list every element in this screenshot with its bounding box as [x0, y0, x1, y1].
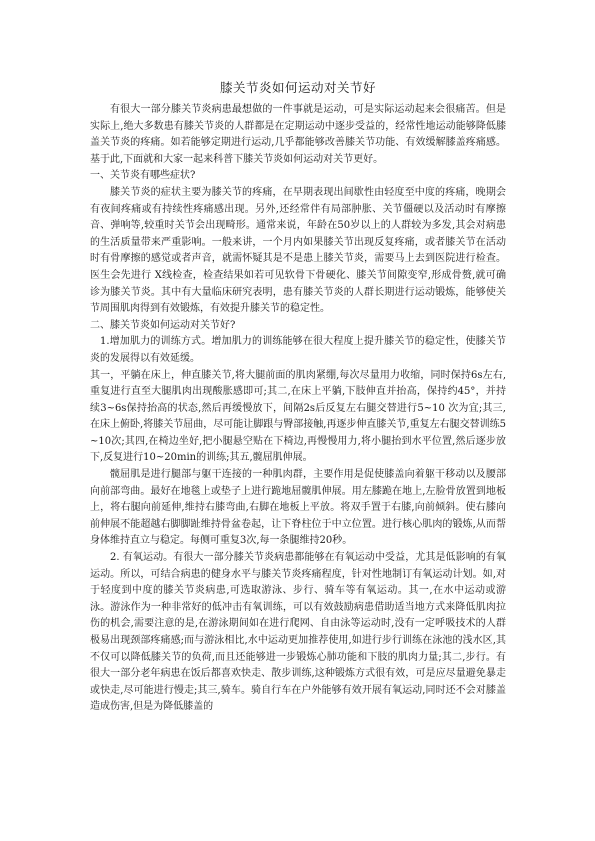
paragraph-container: [90, 102, 506, 716]
document-body: [90, 80, 506, 716]
paragraph-p7: 髋屈肌是进行腿部与躯干连接的一种肌肉群，主要作用是促使膝盖向着躯干移动以及腰部向前部弯曲。最好在地毯上或垫子上进行跪地屈髋肌伸展。用左膝跪在地上,左脸骨放置到地板上，将右腿向前延伸,维持右膝弯曲,右脚在地板上平放。将双手置于右膝,向前倾斜。使右膝向前伸展不能超越右脚脚趾维持骨盆卷起，让下脊柱位于中立位置。进行核心肌肉的锻炼,从而帮身体维持直立与稳定。每侧可重复3次,每一条腿维持20秒。: [90, 469, 506, 547]
paragraph-p5: 1.增加肌力的训练方式。增加肌力的训练能够在很大程度上提升膝关节的稳定性，使膝关节炎的发展得以有效延缓。: [90, 336, 506, 364]
paragraph-p6: 其一，平躺在床上，伸直膝关节,将大腿前面的肌肉紧绷,每次尽量用力收缩，同时保持6s左右,重复进行直至大腿肌肉出现酸胀感即可;其二,在床上平躺,下肢伸直并抬高，保持约45°，并持续3~6s保持抬高的状态,然后再缓慢放下，间隔2s后反复左右腿交替进行5~10 次为宜;其三,在床上俯卧,将膝关节屈曲，尽可能让脚跟与臀部接触,再逐步伸直膝关节,重复左右腿交替训练5~10次;其四,在椅边坐好,把小腿悬空贴在下椅边,再慢慢用力,将小腿抬到水平位置,然后逐步放下,反复进行10~20min的训练;其五,髋屈肌伸展。: [90, 369, 506, 464]
paragraph-p1: 有很大一部分膝关节炎病患最想做的一件事就是运动，可是实际运动起来会很痛苦。但是实际上,绝大多数患有膝关节炎的人群都是在定期运动中逐步受益的，经常性地运动能够降低膝盖关节炎的疼痛。如若能够定期进行运动,几乎都能够改善膝关节功能、有效缓解膝盖疼痛感。基于此,下面就和大家一起来科普下膝关节炎如何运动对关节更好。: [90, 104, 506, 165]
paragraph-p4: 二、膝关节炎如何运动对关节好?: [90, 319, 236, 331]
document-title: 膝关节炎如何运动对关节好: [219, 80, 376, 95]
paragraph-p3: 膝关节炎的症状主要为膝关节的疼痛，在早期表现出间歇性由轻度至中度的疼痛，晚期会有夜间疼痛或有持续性疼痛感出现。另外,还经常伴有局部肿胀、关节僵硬以及活动时有摩擦音、弹响等,较重时关节会出现畸形。通常来说，年龄在50岁以上的人群较为多发,其会对病患的生活质量带来严重影响。一般来讲，一个月内如果膝关节出现反复疼痛，或者膝关节在活动时有骨摩擦的感觉或者声音，就需怀疑其是不是患上膝关节炎，需要马上去到医院进行检查。医生会先进行 X线检查，检查结果如若可见软骨下骨硬化、膝关节间隙变窄,形成骨赘,就可确诊为膝关节炎。其中有大量临床研究表明，患有膝关节炎的人群长期进行运动锻炼，能够使关节周围肌肉得到有效锻炼，有效提升膝关节的稳定性。: [90, 186, 506, 315]
paragraph-p2: 一、关节炎有哪些症状?: [90, 170, 196, 182]
paragraph-p8: 2. 有氧运动。有很大一部分膝关节炎病患都能够在有氧运动中受益，尤其是低影响的有氧运动。所以，可结合病患的健身水平与膝关节炎疼痛程度，针对性地制订有氧运动计划。如,对于轻度到中度的膝关节炎病患,可选取游泳、步行、骑车等有氧运动。其一,在水中运动或游泳。游泳作为一种非常好的低冲击有氧训练，可以有效鼓励病患借助适当地方式来降低肌肉拉伤的机会,需要注意的是,在游泳期间如在进行爬网、自由泳等运动时,没有一定呼吸技术的人群极易出现颈部疼痛感;而与游泳相比,水中运动更加推荐使用,如进行步行训练在泳池的浅水区,其不仅可以降低膝关节的负荷,而且还能够进一步锻炼心肺功能和下肢的肌肉力量;其二,步行。有很大一部分老年病患在饭后都喜欢快走、散步训练,这种锻炼方式很有效，可是应尽量避免暴走或快走,尽可能进行慢走;其三,骑车。骑自行车在户外能够有效开展有氧运动,同时还不会对膝盖造成伤害,但是为降低膝盖的: [90, 552, 506, 713]
